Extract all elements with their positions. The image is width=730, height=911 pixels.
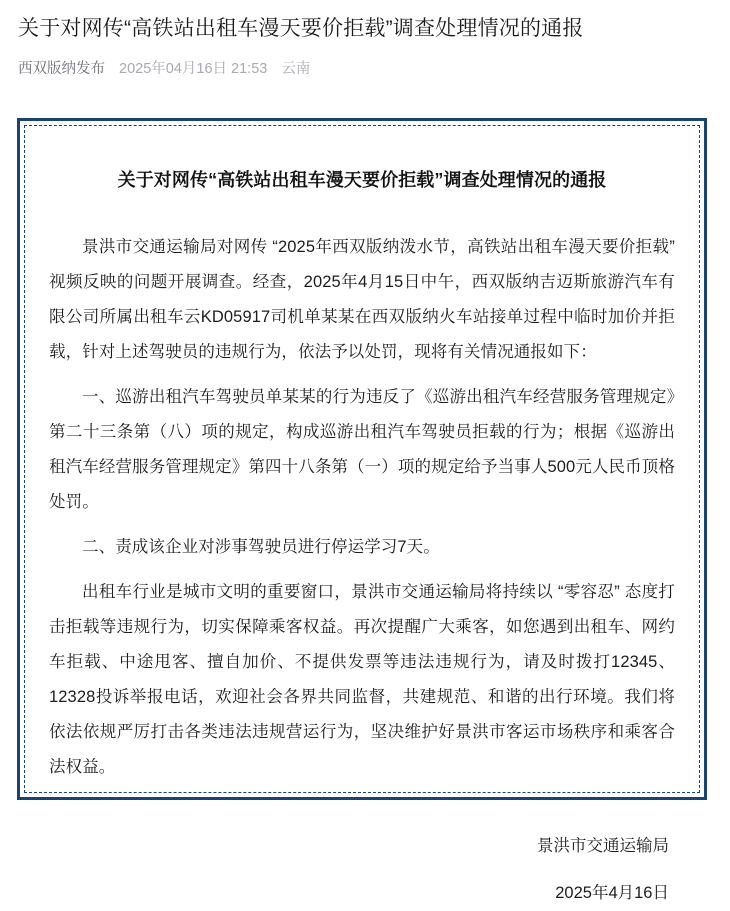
signature-organization: 景洪市交通运输局 [537,837,669,855]
signature-date: 2025年4月16日 [555,884,669,902]
post-header [0,0,730,79]
notice-body [25,126,699,902]
notice-card [17,118,707,902]
notice-paragraph: 二、责成该企业对涉事驾驶员进行停运学习7天。 [82,538,440,556]
notice-signature [49,829,675,911]
meta-source[interactable]: 西双版纳发布 [18,61,105,77]
post-meta [18,59,712,79]
meta-timestamp: 2025年04月16日 21:53 [119,61,268,77]
notice-title: 关于对网传“高铁站出租车漫天要价拒载”调查处理情况的通报 [117,170,607,190]
notice-dashed-frame [24,125,700,902]
notice-paragraph: 出租车行业是城市文明的重要窗口，景洪市交通运输局将持续以 “零容忍” 态度打击拒载等违规行为，切实保障乘客权益。再次提醒广大乘客，如您遇到出租车、网约车拒载、中途甩客、擅自加价、不提供发票等违法违规行为，请及时拨打12345、12328投诉举报电话，欢迎社会各界共同监督，共建规范、和谐的出行环境。我们将依法依规严厉打击各类违法违规营运行为，坚决维护好景洪市客运市场秩序和乘客合法权益。 [49,583,675,776]
meta-location: 云南 [281,61,311,77]
notice-paragraph: 一、巡游出租汽车驾驶员单某某的行为违反了《巡游出租汽车经营服务管理规定》第二十三条第（八）项的规定，构成巡游出租汽车驾驶员拒载的行为；根据《巡游出租汽车经营服务管理规定》第四十八条第（一）项的规定给予当事人500元人民币顶格处罚。 [49,388,675,511]
notice-paragraph: 景洪市交通运输局对网传 “2025年西双版纳泼水节，高铁站出租车漫天要价拒载” 视频反映的问题开展调查。经查，2025年4月15日中午，西双版纳吉迈斯旅游汽车有限公司所属出租车云KD05917司机单某某在西双版纳火车站接单过程中临时加价并拒载，针对上述驾驶员的违规行为，依法予以处罚，现将有关情况通报如下： [49,238,675,361]
page-title: 关于对网传“高铁站出租车漫天要价拒载”调查处理情况的通报 [18,17,584,40]
